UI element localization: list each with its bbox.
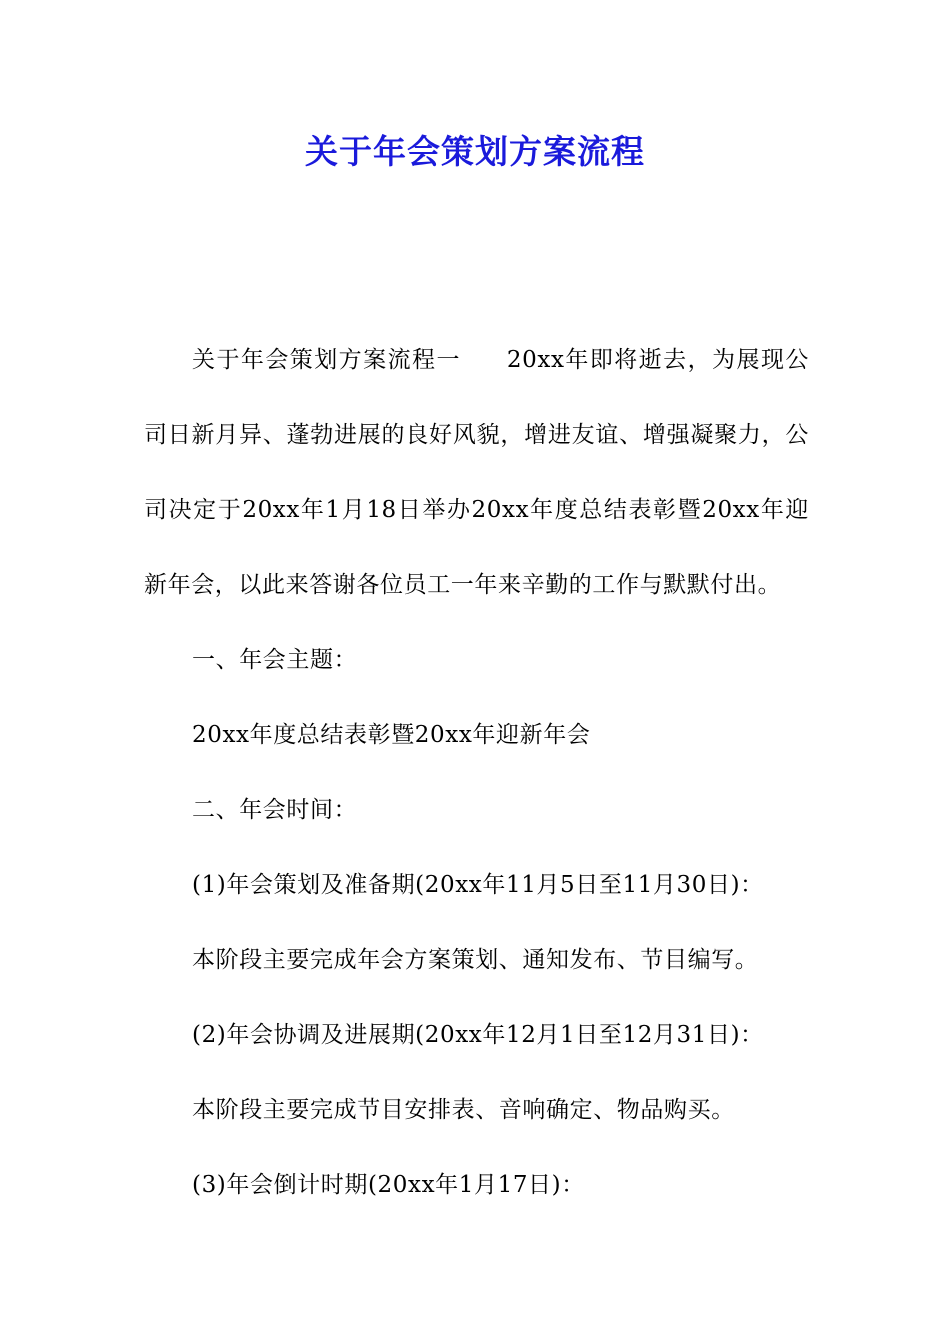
phase-3-heading: (3)年会倒计时期(20xx年1月17日)： — [192, 1172, 585, 1198]
section-heading-time: 二、年会时间： — [192, 797, 358, 823]
theme-text: 20xx年度总结表彰暨20xx年迎新年会 — [192, 722, 591, 748]
phase-2-text: 本阶段主要完成节目安排表、音响确定、物品购买。 — [192, 1097, 735, 1123]
phase-2-heading: (2)年会协调及进展期(20xx年12月1日至12月31日)： — [192, 1022, 764, 1048]
intro-text: 20xx年即将逝去，为展现公司日新月异、蓬勃进展的良好风貌，增进友谊、增强凝聚力，公司决定于20xx年1月18日举办20xx年度总结表彰暨20xx年迎新年会，以此来答谢各位员工一年来辛勤的工作与默默付出。 — [144, 347, 809, 598]
intro-paragraph — [144, 323, 809, 623]
phase-1-heading: (1)年会策划及准备期(20xx年11月5日至11月30日)： — [192, 872, 764, 898]
document-title: 关于年会策划方案流程 — [305, 132, 645, 171]
section-heading-theme: 一、年会主题： — [192, 647, 358, 673]
intro-lead: 关于年会策划方案流程一 — [192, 347, 461, 373]
phase-1-text: 本阶段主要完成年会方案策划、通知发布、节目编写。 — [192, 947, 759, 973]
document-body — [144, 323, 809, 1223]
